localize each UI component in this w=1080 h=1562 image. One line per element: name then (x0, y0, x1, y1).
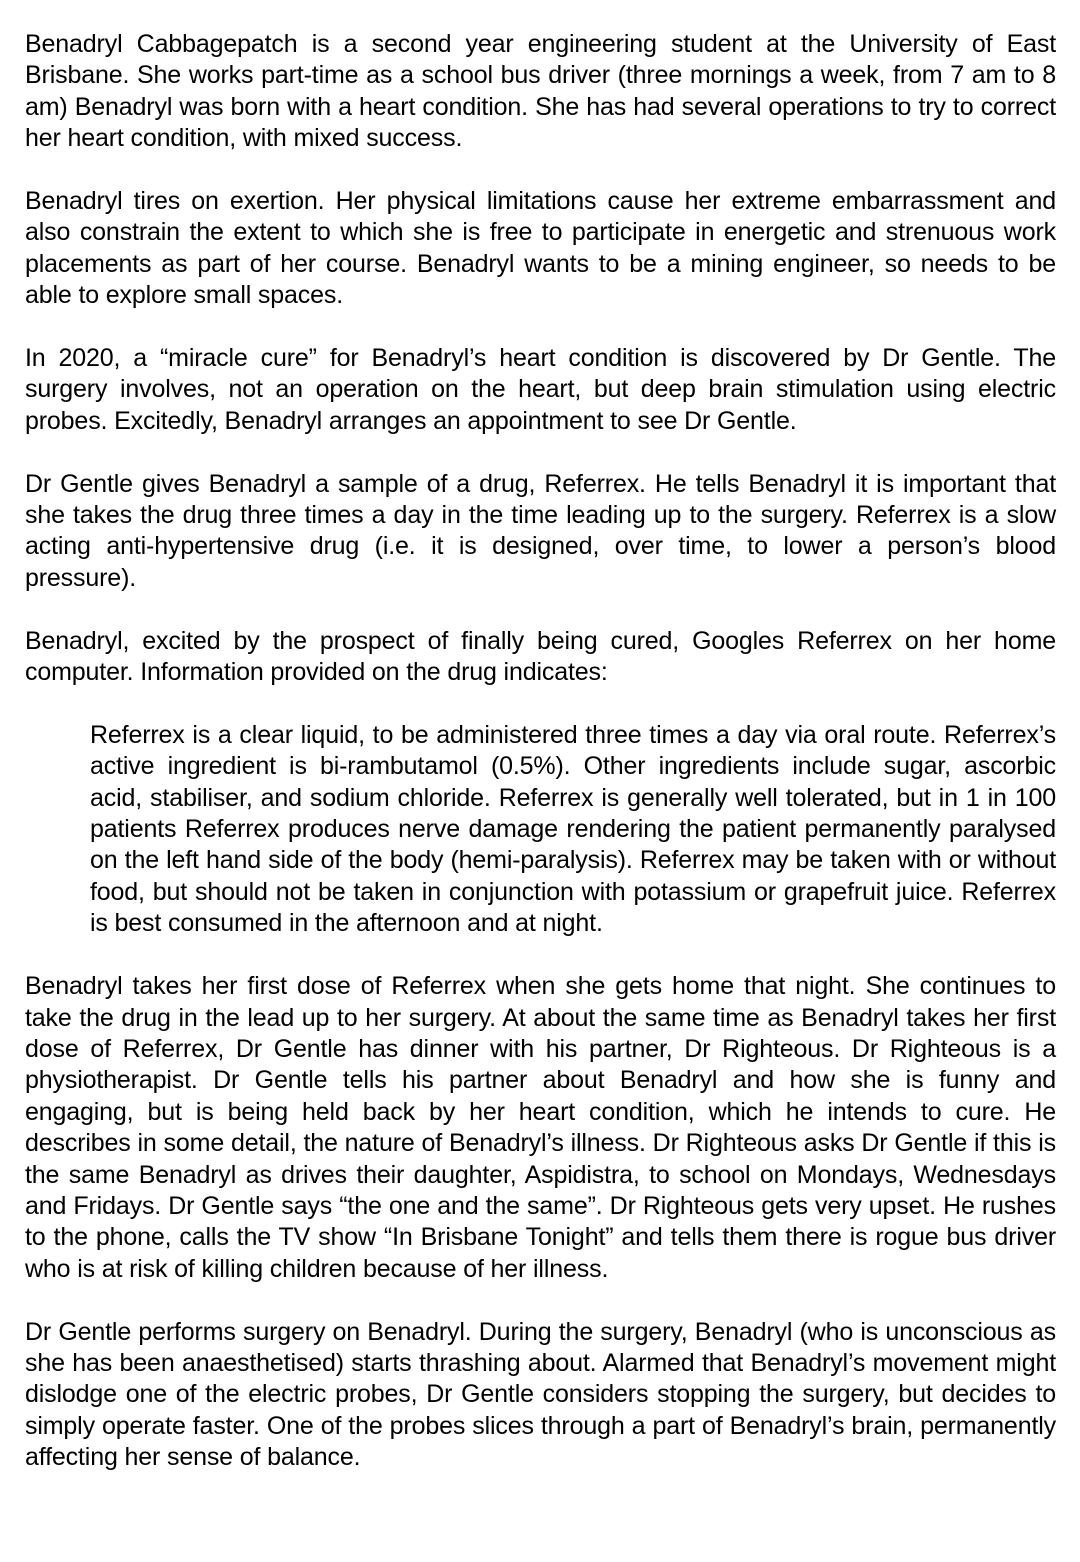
paragraph-surgery: Dr Gentle performs surgery on Benadryl. During the surgery, Benadryl (who is unconscious as she has been anaesthetised) starts thrashing about. Alarmed that Benadryl’s movement might dislodge one of the electric probes, Dr Gentle considers stopping the surgery, but decides to simply operate faster. One of the probes slices through a part of Benadryl’s brain, permanently affecting her sense of balance. (25, 1317, 1056, 1472)
paragraph-referrex-sample: Dr Gentle gives Benadryl a sample of a drug, Referrex. He tells Benadryl it is important that she takes the drug three times a day in the time leading up to the surgery. Referrex is a slow acting anti-hypertensive drug (i.e. it is designed, over time, to lower a person’s blood pressure). (25, 469, 1056, 592)
paragraph-googles-referrex: Benadryl, excited by the prospect of finally being cured, Googles Referrex on her home computer. Information provided on the drug indicates: (25, 626, 1056, 687)
paragraph-miracle-cure: In 2020, a “miracle cure” for Benadryl’s heart condition is discovered by Dr Gentle. The surgery involves, not an operation on the heart, but deep brain stimulation using electric probes. Excitedly, Benadryl arranges an appointment to see Dr Gentle. (25, 344, 1056, 435)
paragraph-first-dose: Benadryl takes her first dose of Referrex when she gets home that night. She continues to take the drug in the lead up to her surgery. At about the same time as Benadryl takes her first dose of Referrex, Dr Gentle has dinner with his partner, Dr Righteous. Dr Righteous is a physiotherapist. Dr Gentle tells his partner about Benadryl and how she is funny and engaging, but is being held back by her heart condition, which he intends to cure. He describes in some detail, the nature of Benadryl’s illness. Dr Righteous asks Dr Gentle if this is the same Benadryl as drives their daughter, Aspidistra, to school on Mondays, Wednesdays and Fridays. Dr Gentle says “the one and the same”. Dr Righteous gets very upset. He rushes to the phone, calls the TV show “In Brisbane Tonight” and tells them there is rogue bus driver who is at risk of killing children because of her illness. (25, 972, 1056, 1283)
drug-information-quote: Referrex is a clear liquid, to be administered three times a day via oral route. Referrex’s active ingredient is bi-rambutamol (0.5%). Other ingredients include sugar, ascorbic acid, stabiliser, and sodium chloride. Referrex is generally well tolerated, but in 1 in 100 patients Referrex produces nerve damage rendering the patient permanently paralysed on the left hand side of the body (hemi-paralysis). Referrex may be taken with or without food, but should not be taken in conjunction with potassium or grapefruit juice. Referrex is best consumed in the afternoon and at night. (90, 720, 1056, 938)
document-body (25, 29, 1056, 1474)
paragraph-physical-limitations: Benadryl tires on exertion. Her physical limitations cause her extreme embarrassment and also constrain the extent to which she is free to participate in energetic and strenuous work placements as part of her course. Benadryl wants to be a mining engineer, so needs to be able to explore small spaces. (25, 187, 1056, 310)
paragraph-benadryl-intro: Benadryl Cabbagepatch is a second year engineering student at the University of East Brisbane. She works part-time as a school bus driver (three mornings a week, from 7 am to 8 am) Benadryl was born with a heart condition. She has had several operations to try to correct her heart condition, with mixed success. (25, 30, 1056, 153)
